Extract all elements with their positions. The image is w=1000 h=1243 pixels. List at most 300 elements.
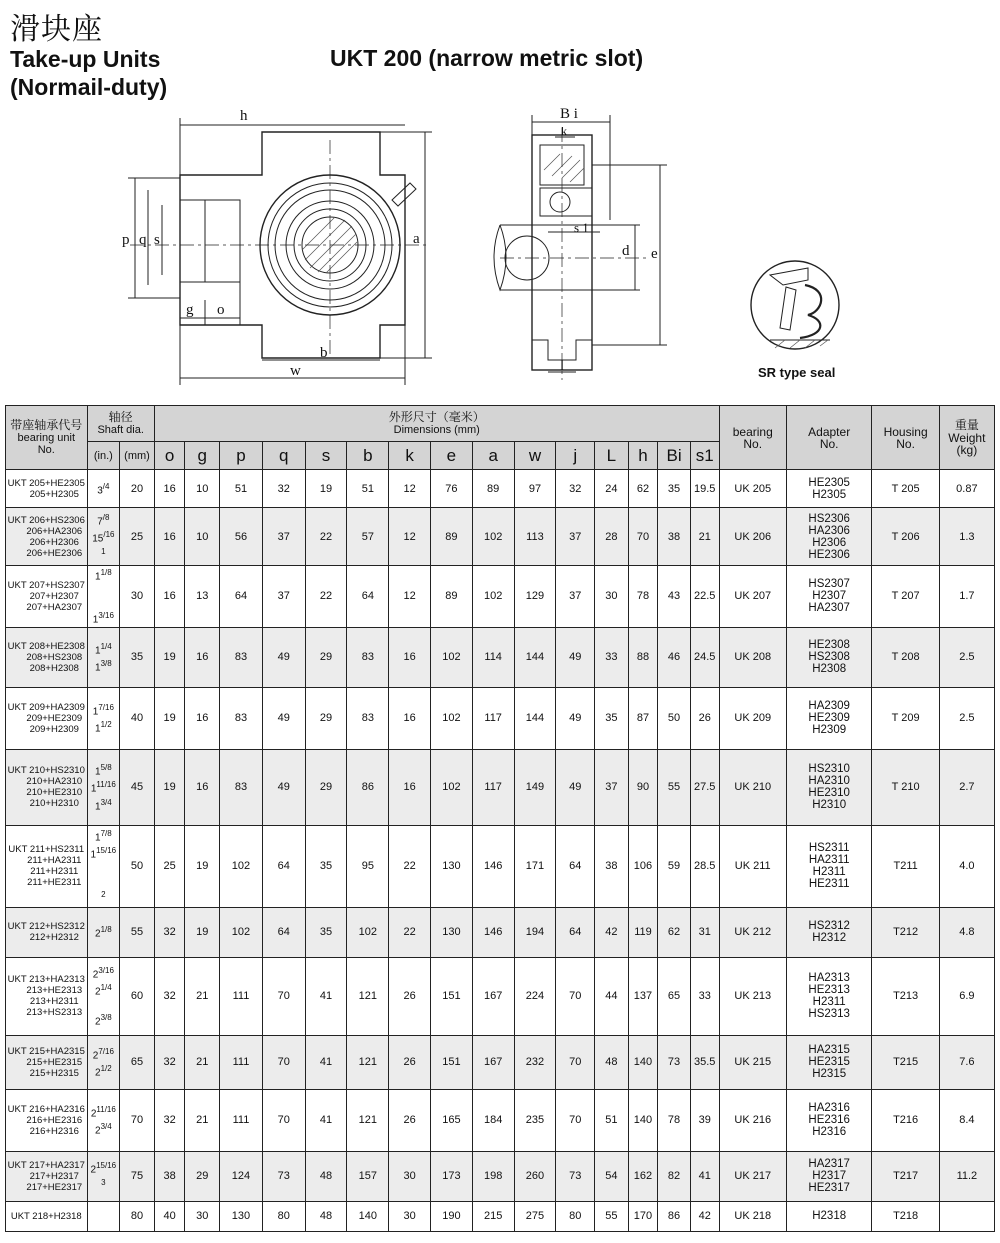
cell-dim-l: 38 (595, 825, 629, 907)
shaft-inch-value (88, 761, 120, 778)
adapter-code: HE2313 (808, 984, 850, 997)
cell-dim-s1: 21 (690, 508, 719, 566)
cell-dim-o: 32 (154, 907, 185, 957)
cell-dim-a: 215 (472, 1201, 514, 1231)
inch-fraction: /4 (102, 481, 110, 491)
adapter-code: HA2317 (808, 1158, 850, 1171)
cell-dim-a: 167 (472, 957, 514, 1035)
inch-fraction: 3/8 (100, 659, 112, 669)
cell-dim-s1: 28.5 (690, 825, 719, 907)
inch-whole: 1 (95, 645, 101, 657)
bearing-unit-code: 216+H2316 (29, 1125, 79, 1137)
cell-dim-w: 129 (514, 566, 556, 628)
inch-fraction: 3/4 (100, 797, 112, 807)
cell-dim-k: 26 (389, 957, 431, 1035)
cell-dim-s: 29 (305, 627, 347, 687)
cell-dim-k: 16 (389, 749, 431, 825)
shaft-inch-value (88, 1103, 120, 1120)
cell-dim-g: 19 (185, 907, 220, 957)
inch-fraction: 1/2 (100, 1064, 112, 1074)
bearing-unit-code: 211+H2311 (30, 866, 79, 878)
adapter-code: HE2310 (808, 787, 850, 800)
adapter-code: HE2311 (808, 878, 850, 891)
dim-label-s1: s 1 (574, 220, 589, 235)
cell-adapter-no (786, 1201, 872, 1231)
cell-dim-bi: 55 (658, 749, 691, 825)
cell-housing-no: T216 (872, 1089, 939, 1151)
header-dim-s: s (305, 442, 347, 470)
header-dim-q: q (262, 442, 305, 470)
cell-dim-s1: 35.5 (690, 1035, 719, 1089)
adapter-code: H2305 (812, 488, 847, 501)
adapter-code: HE2305 (808, 476, 850, 489)
cell-dim-j: 73 (556, 1151, 595, 1201)
adapter-code: H2316 (812, 1126, 847, 1139)
cell-shaft-inch (87, 1035, 120, 1089)
cell-dim-bi: 65 (658, 957, 691, 1035)
cell-dim-g: 16 (185, 627, 220, 687)
cell-dim-p: 124 (220, 1151, 263, 1201)
adapter-code: H2312 (812, 932, 847, 945)
adapter-code: H2308 (812, 663, 847, 676)
cell-dim-e: 76 (431, 470, 473, 508)
cell-shaft-mm: 25 (120, 508, 155, 566)
cell-dim-e: 190 (431, 1201, 473, 1231)
bearing-unit-code: 213+HS2313 (26, 1007, 83, 1019)
cell-dim-g: 21 (185, 1035, 220, 1089)
cell-housing-no: T 209 (872, 687, 939, 749)
cell-weight: 1.3 (939, 508, 994, 566)
cell-dim-e: 130 (431, 825, 473, 907)
cell-dim-h: 90 (628, 749, 658, 825)
shaft-inch-value (88, 1011, 120, 1028)
cell-weight: 8.4 (939, 1089, 994, 1151)
cell-dim-q: 73 (262, 1151, 305, 1201)
inch-whole: 2 (90, 1108, 97, 1120)
shaft-inch-value (88, 657, 120, 674)
cell-adapter-no (786, 470, 872, 508)
inch-fraction: 1/8 (100, 568, 112, 577)
cell-dim-w: 97 (514, 470, 556, 508)
cell-housing-no: T 210 (872, 749, 939, 825)
cell-dim-s1: 31 (690, 907, 719, 957)
adapter-code: H2309 (812, 724, 847, 737)
inch-whole: 2 (90, 1164, 97, 1176)
bearing-unit-code: 210+HE2310 (26, 787, 83, 799)
cell-dim-bi: 38 (658, 508, 691, 566)
cell-adapter-no (786, 687, 872, 749)
cell-dim-o: 16 (154, 508, 185, 566)
shaft-inch-value (88, 875, 120, 888)
bearing-unit-code: UKT 209+HA2309 (7, 701, 85, 713)
inch-fraction: 3/16 (98, 611, 114, 621)
header-dim-bi: Bi (658, 442, 691, 470)
adapter-code: H2310 (812, 799, 847, 812)
shaft-inch-value (88, 998, 120, 1011)
cell-dim-a: 102 (472, 508, 514, 566)
shaft-inch-value (88, 1120, 120, 1137)
cell-weight: 2.7 (939, 749, 994, 825)
cell-dim-p: 111 (220, 1089, 263, 1151)
cell-dim-s: 48 (305, 1201, 347, 1231)
cell-dim-bi: 35 (658, 470, 691, 508)
header-bearing-unit: 带座轴承代号 bearing unit No. (6, 406, 88, 470)
cell-shaft-inch (87, 1089, 120, 1151)
cell-shaft-mm: 40 (120, 687, 155, 749)
cell-bearing-no: UK 209 (719, 687, 786, 749)
bearing-unit-code: 213+H2311 (29, 996, 79, 1008)
dim-label-b: b (320, 345, 328, 361)
cell-dim-s: 22 (305, 566, 347, 628)
cell-dim-w: 224 (514, 957, 556, 1035)
cell-dim-p: 111 (220, 1035, 263, 1089)
header-dim-g: g (185, 442, 220, 470)
bearing-unit-code: 217+H2317 (29, 1170, 79, 1182)
cell-adapter-no (786, 1151, 872, 1201)
cell-dim-e: 102 (431, 627, 473, 687)
cell-dim-bi: 82 (658, 1151, 691, 1201)
table-row (6, 1151, 995, 1201)
inch-fraction: 3/4 (100, 1122, 112, 1132)
bearing-unit-code: 207+H2307 (29, 590, 79, 602)
cell-dim-j: 70 (556, 957, 595, 1035)
cell-shaft-mm: 65 (120, 1035, 155, 1089)
bearing-unit-code: UKT 213+HA2313 (7, 974, 85, 986)
cell-bearing-unit (6, 749, 88, 825)
inch-whole: 2 (92, 1050, 99, 1062)
cell-dim-h: 78 (628, 566, 658, 628)
shaft-inch-value (88, 566, 120, 583)
adapter-code: H2318 (812, 1210, 847, 1223)
bearing-unit-code: UKT 212+HS2312 (7, 921, 85, 933)
bearing-unit-code: UKT 218+H2318 (10, 1210, 82, 1222)
cell-dim-g: 21 (185, 957, 220, 1035)
cell-housing-no: T218 (872, 1201, 939, 1231)
cell-weight: 0.87 (939, 470, 994, 508)
header-dimensions: 外形尺寸（毫米） Dimensions (mm) (154, 406, 719, 442)
inch-whole: 1 (90, 849, 97, 861)
cell-dim-j: 49 (556, 627, 595, 687)
cell-dim-o: 16 (154, 566, 185, 628)
cell-shaft-inch (87, 508, 120, 566)
cell-dim-g: 10 (185, 470, 220, 508)
header-dim-p: p (220, 442, 263, 470)
shaft-inch-value (88, 583, 120, 596)
cell-dim-q: 80 (262, 1201, 305, 1231)
inch-whole: 1 (90, 783, 97, 795)
cell-shaft-mm: 45 (120, 749, 155, 825)
cell-dim-e: 89 (431, 508, 473, 566)
bearing-unit-code: 210+H2310 (29, 798, 79, 810)
cell-dim-b: 157 (347, 1151, 389, 1201)
cell-dim-b: 64 (347, 566, 389, 628)
cell-dim-j: 70 (556, 1035, 595, 1089)
cell-bearing-unit (6, 1201, 88, 1231)
cell-weight: 4.8 (939, 907, 994, 957)
table-row (6, 1035, 995, 1089)
cell-dim-q: 70 (262, 1089, 305, 1151)
cell-bearing-no: UK 206 (719, 508, 786, 566)
cell-dim-s: 19 (305, 470, 347, 508)
cell-dim-b: 51 (347, 470, 389, 508)
bearing-unit-code: 208+HS2308 (26, 651, 83, 663)
cell-bearing-unit (6, 1151, 88, 1201)
table-row (6, 1201, 995, 1231)
cell-dim-j: 49 (556, 749, 595, 825)
cell-shaft-mm: 60 (120, 957, 155, 1035)
cell-dim-l: 44 (595, 957, 629, 1035)
header-housing-no: Housing No. (872, 406, 939, 470)
cell-shaft-mm: 75 (120, 1151, 155, 1201)
cell-dim-s: 41 (305, 1089, 347, 1151)
cell-bearing-unit (6, 687, 88, 749)
cell-dim-bi: 86 (658, 1201, 691, 1231)
cell-dim-o: 25 (154, 825, 185, 907)
cell-dim-k: 26 (389, 1035, 431, 1089)
cell-dim-s: 22 (305, 508, 347, 566)
cell-bearing-no: UK 218 (719, 1201, 786, 1231)
inch-whole: 7 (97, 515, 103, 527)
inch-fraction: 7/8 (100, 829, 112, 839)
inch-whole: 2 (95, 1016, 101, 1028)
cell-dim-a: 114 (472, 627, 514, 687)
cell-dim-w: 149 (514, 749, 556, 825)
inch-whole: 1 (92, 706, 99, 718)
cell-dim-b: 140 (347, 1201, 389, 1231)
bearing-unit-code: 216+HE2316 (26, 1114, 83, 1126)
cell-housing-no: T211 (872, 825, 939, 907)
dim-label-k: k (561, 124, 567, 138)
header-dim-s1: s1 (690, 442, 719, 470)
bearing-unit-code: 210+HA2310 (26, 776, 83, 788)
cell-bearing-no: UK 211 (719, 825, 786, 907)
cell-dim-e: 130 (431, 907, 473, 957)
shaft-inch-value (88, 964, 120, 981)
cell-dim-b: 86 (347, 749, 389, 825)
adapter-code: HA2315 (808, 1044, 850, 1057)
cell-dim-g: 13 (185, 566, 220, 628)
inch-fraction: 5/8 (100, 763, 112, 773)
bearing-unit-code: UKT 211+HS2311 (8, 844, 85, 856)
inch-fraction: /16 (103, 529, 115, 539)
header-dim-l: L (595, 442, 629, 470)
adapter-code: H2311 (812, 996, 846, 1009)
adapter-code: HS2312 (808, 920, 850, 933)
inch-fraction: 3 (101, 1178, 106, 1188)
bearing-unit-code: 206+H2306 (29, 536, 79, 548)
adapter-code: HS2310 (808, 763, 850, 776)
cell-weight: 4.0 (939, 825, 994, 907)
cell-dim-l: 30 (595, 566, 629, 628)
cell-dim-k: 16 (389, 687, 431, 749)
cell-shaft-inch (87, 687, 120, 749)
table-row (6, 825, 995, 907)
cell-bearing-no: UK 210 (719, 749, 786, 825)
cell-bearing-no: UK 215 (719, 1035, 786, 1089)
cell-dim-l: 28 (595, 508, 629, 566)
inch-whole: 2 (95, 1067, 101, 1079)
adapter-code: HA2313 (808, 972, 850, 985)
adapter-code: HE2315 (808, 1056, 850, 1069)
cell-adapter-no (786, 749, 872, 825)
header-adapter-no: Adapter No. (786, 406, 872, 470)
cell-shaft-mm: 30 (120, 566, 155, 628)
cell-dim-o: 19 (154, 687, 185, 749)
inch-whole: 1 (95, 801, 101, 813)
cell-shaft-mm: 20 (120, 470, 155, 508)
dim-label-e: e (651, 246, 658, 262)
cell-dim-s1: 33 (690, 957, 719, 1035)
shaft-inch-value (88, 1159, 120, 1176)
cell-dim-j: 70 (556, 1089, 595, 1151)
cell-bearing-unit (6, 907, 88, 957)
dim-label-o: o (217, 302, 225, 318)
cell-dim-w: 113 (514, 508, 556, 566)
cell-dim-b: 121 (347, 1035, 389, 1089)
header-dim-e: e (431, 442, 473, 470)
cell-dim-h: 119 (628, 907, 658, 957)
adapter-code: HE2316 (808, 1114, 850, 1127)
cell-dim-p: 130 (220, 1201, 263, 1231)
bearing-unit-code: 212+H2312 (29, 932, 79, 944)
cell-shaft-inch (87, 749, 120, 825)
cell-housing-no: T217 (872, 1151, 939, 1201)
adapter-code: HA2306 (808, 524, 850, 537)
adapter-code: HS2307 (808, 578, 850, 591)
cell-dim-s1: 22.5 (690, 566, 719, 628)
inch-fraction: 1/4 (100, 641, 112, 651)
cell-dim-o: 19 (154, 749, 185, 825)
shaft-inch-value (88, 528, 120, 545)
bearing-unit-code: 213+HE2313 (26, 985, 83, 997)
cell-dim-p: 83 (220, 627, 263, 687)
cell-shaft-inch (87, 1201, 120, 1231)
cell-dim-e: 173 (431, 1151, 473, 1201)
inch-fraction: 7/16 (98, 1046, 114, 1056)
cell-weight: 6.9 (939, 957, 994, 1035)
cell-adapter-no (786, 957, 872, 1035)
title-chinese: 滑块座 (10, 12, 103, 47)
cell-dim-bi: 43 (658, 566, 691, 628)
inch-fraction: 7/16 (98, 702, 114, 712)
inch-whole: 2 (95, 1125, 101, 1137)
header-shaft-dia: 轴径 Shaft dia. (87, 406, 154, 442)
cell-shaft-inch (87, 957, 120, 1035)
cell-dim-h: 70 (628, 508, 658, 566)
cell-dim-g: 29 (185, 1151, 220, 1201)
cell-dim-e: 151 (431, 1035, 473, 1089)
adapter-code: HE2309 (808, 712, 850, 725)
shaft-inch-value (88, 718, 120, 735)
dim-label-p: p (122, 232, 130, 248)
cell-dim-j: 49 (556, 687, 595, 749)
cell-dim-j: 37 (556, 566, 595, 628)
cell-dim-s1: 41 (690, 1151, 719, 1201)
cell-dim-l: 33 (595, 627, 629, 687)
cell-dim-h: 162 (628, 1151, 658, 1201)
shaft-inch-value (88, 1062, 120, 1079)
cell-dim-a: 198 (472, 1151, 514, 1201)
cell-dim-k: 12 (389, 566, 431, 628)
cell-dim-h: 140 (628, 1089, 658, 1151)
cell-dim-l: 42 (595, 907, 629, 957)
dim-label-h: h (240, 108, 248, 124)
cell-dim-l: 55 (595, 1201, 629, 1231)
cell-shaft-inch (87, 627, 120, 687)
cell-dim-o: 32 (154, 1035, 185, 1089)
cell-dim-s: 29 (305, 749, 347, 825)
cell-housing-no: T 208 (872, 627, 939, 687)
adapter-code: H2311 (812, 866, 846, 879)
header-dim-b: b (347, 442, 389, 470)
table-row (6, 957, 995, 1035)
table-row (6, 566, 995, 628)
bearing-unit-code: 211+HA2311 (27, 855, 82, 867)
cell-dim-a: 184 (472, 1089, 514, 1151)
cell-dim-bi: 59 (658, 825, 691, 907)
inch-whole: 2 (95, 986, 101, 998)
cell-dim-o: 38 (154, 1151, 185, 1201)
cell-dim-k: 12 (389, 470, 431, 508)
seal-label: SR type seal (758, 365, 836, 380)
header-dim-w: w (514, 442, 556, 470)
cell-shaft-mm: 70 (120, 1089, 155, 1151)
cell-dim-q: 49 (262, 687, 305, 749)
cell-dim-bi: 73 (658, 1035, 691, 1089)
cell-dim-j: 32 (556, 470, 595, 508)
dim-label-bi: B i (560, 106, 578, 122)
header-dim-h: h (628, 442, 658, 470)
cell-shaft-mm: 55 (120, 907, 155, 957)
cell-dim-e: 165 (431, 1089, 473, 1151)
cell-dim-h: 137 (628, 957, 658, 1035)
dim-label-q: q (139, 232, 147, 248)
table-row (6, 470, 995, 508)
cell-dim-q: 70 (262, 957, 305, 1035)
cell-dim-e: 89 (431, 566, 473, 628)
cell-bearing-no: UK 217 (719, 1151, 786, 1201)
cell-bearing-unit (6, 508, 88, 566)
inch-whole: 1 (95, 571, 101, 583)
cell-housing-no: T 206 (872, 508, 939, 566)
cell-dim-s: 48 (305, 1151, 347, 1201)
bearing-unit-code: UKT 205+HE2305 (7, 477, 85, 489)
cell-bearing-unit (6, 627, 88, 687)
cell-dim-o: 40 (154, 1201, 185, 1231)
cell-bearing-no: UK 205 (719, 470, 786, 508)
cell-dim-p: 102 (220, 907, 263, 957)
cell-bearing-unit (6, 825, 88, 907)
cell-dim-s1: 26 (690, 687, 719, 749)
cell-dim-k: 22 (389, 907, 431, 957)
cell-dim-a: 167 (472, 1035, 514, 1089)
cell-dim-bi: 62 (658, 907, 691, 957)
cell-dim-q: 37 (262, 508, 305, 566)
cell-dim-s: 35 (305, 907, 347, 957)
cell-bearing-no: UK 207 (719, 566, 786, 628)
cell-dim-e: 102 (431, 749, 473, 825)
cell-dim-a: 117 (472, 687, 514, 749)
table-row (6, 907, 995, 957)
cell-bearing-unit (6, 1035, 88, 1089)
shaft-inch-value (88, 701, 120, 718)
cell-dim-q: 49 (262, 749, 305, 825)
shaft-inch-value (88, 511, 120, 528)
cell-dim-o: 32 (154, 1089, 185, 1151)
cell-shaft-inch (87, 825, 120, 907)
cell-dim-l: 51 (595, 1089, 629, 1151)
spec-table-body (6, 470, 995, 1232)
